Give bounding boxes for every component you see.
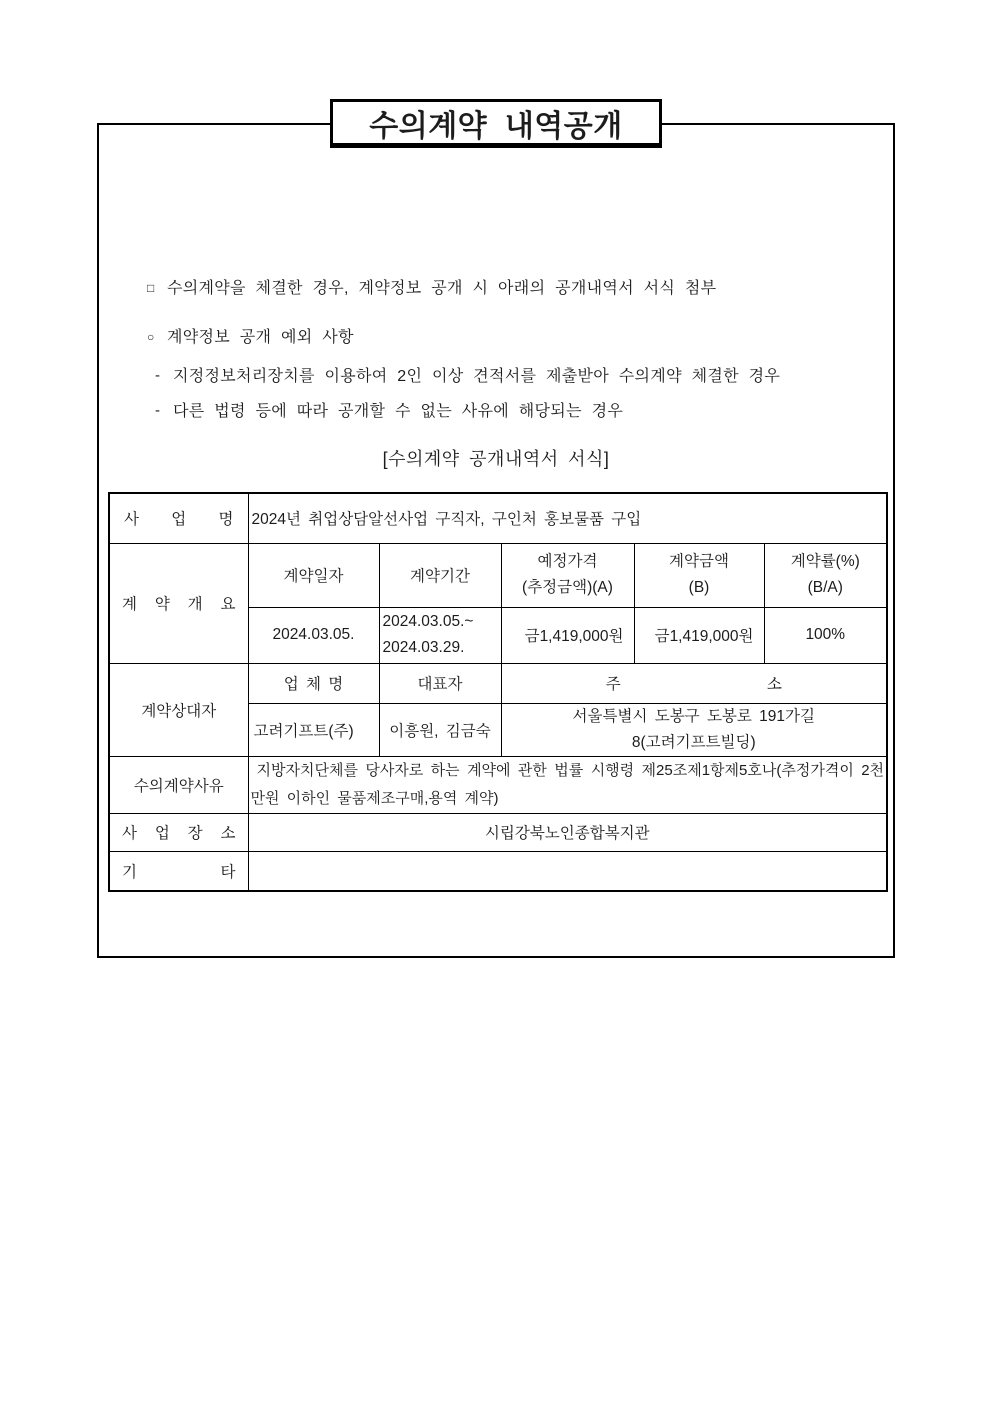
company-name-value: 고려기프트(주) bbox=[248, 703, 379, 756]
row-label-contract-overview: 계 약 개 요 bbox=[109, 543, 248, 663]
contract-rate-value: 100% bbox=[764, 607, 887, 663]
estimated-price-value: 금1,419,000원 bbox=[501, 607, 634, 663]
form-heading: [수의계약 공개내역서 서식] bbox=[382, 449, 610, 469]
square-bullet-icon: □ bbox=[146, 281, 155, 295]
location-value: 시립강북노인종합복지관 bbox=[248, 813, 887, 851]
reason-value: 지방자치단체를 당사자로 하는 계약에 관한 법률 시행령 제25조제1항제5호나(추정가격이 2천만원 이하인 물품제조구매,용역 계약) bbox=[248, 756, 887, 813]
col-header-line: 예정가격 bbox=[537, 553, 598, 570]
contract-date-value: 2024.03.05. bbox=[248, 607, 379, 663]
disclosure-table bbox=[108, 492, 888, 892]
address-line: 서울특별시 도봉구 도봉로 191가길 bbox=[572, 707, 815, 725]
table-row bbox=[109, 756, 887, 813]
row-label-reason: 수의계약사유 bbox=[109, 756, 248, 813]
dash-bullet-icon: - bbox=[154, 367, 161, 384]
table-row bbox=[109, 813, 887, 851]
col-header-estimated-price bbox=[501, 543, 634, 607]
col-header-contract-amount bbox=[634, 543, 764, 607]
contract-period-value bbox=[379, 607, 501, 663]
col-header-line: (추정금액)(A) bbox=[522, 579, 613, 596]
period-line: 2024.03.29. bbox=[382, 639, 465, 656]
contract-amount-value: 금1,419,000원 bbox=[634, 607, 764, 663]
col-header-ceo: 대표자 bbox=[379, 663, 501, 703]
row-label-contractor: 계약상대자 bbox=[109, 663, 248, 756]
ceo-value: 이흥원, 김금숙 bbox=[379, 703, 501, 756]
table-row bbox=[109, 543, 887, 607]
col-header-line: 계약금액 bbox=[669, 553, 729, 570]
col-header-contract-date: 계약일자 bbox=[248, 543, 379, 607]
note-text: 지정정보처리장치를 이용하여 2인 이상 견적서를 제출받아 수의계약 체결한 경우 bbox=[172, 368, 781, 385]
document-title-box bbox=[330, 99, 662, 148]
col-header-contract-rate bbox=[764, 543, 887, 607]
dash-bullet-icon: - bbox=[154, 402, 161, 419]
table-row bbox=[109, 851, 887, 891]
address-line: 8(고려기프트빌딩) bbox=[631, 733, 756, 751]
row-label-business-name: 사 업 명 bbox=[109, 493, 248, 543]
row-label-etc: 기 타 bbox=[109, 851, 248, 891]
note-text: 수의계약을 체결한 경우, 계약정보 공개 시 아래의 공개내역서 서식 첨부 bbox=[166, 280, 717, 297]
col-header-line: 계약률(%) bbox=[790, 553, 860, 570]
etc-value bbox=[248, 851, 887, 891]
col-header-line: (B) bbox=[688, 579, 710, 596]
business-name-value: 2024년 취업상담알선사업 구직자, 구인처 홍보물품 구입 bbox=[248, 493, 887, 543]
period-line: 2024.03.05.~ bbox=[382, 613, 474, 630]
col-header-contract-period: 계약기간 bbox=[379, 543, 501, 607]
col-header-address: 주 소 bbox=[501, 663, 887, 703]
table-row bbox=[109, 493, 887, 543]
col-header-company-name: 업 체 명 bbox=[248, 663, 379, 703]
circle-bullet-icon: ○ bbox=[146, 330, 155, 344]
note-text: 계약정보 공개 예외 사항 bbox=[166, 329, 354, 346]
col-header-line: (B/A) bbox=[807, 579, 843, 596]
document-title: 수의계약 내역공개 bbox=[369, 109, 623, 143]
note-text: 다른 법령 등에 따라 공개할 수 없는 사유에 해당되는 경우 bbox=[172, 403, 624, 420]
table-row bbox=[109, 663, 887, 703]
row-label-location: 사 업 장 소 bbox=[109, 813, 248, 851]
address-value bbox=[501, 703, 887, 756]
note-line bbox=[116, 380, 623, 439]
